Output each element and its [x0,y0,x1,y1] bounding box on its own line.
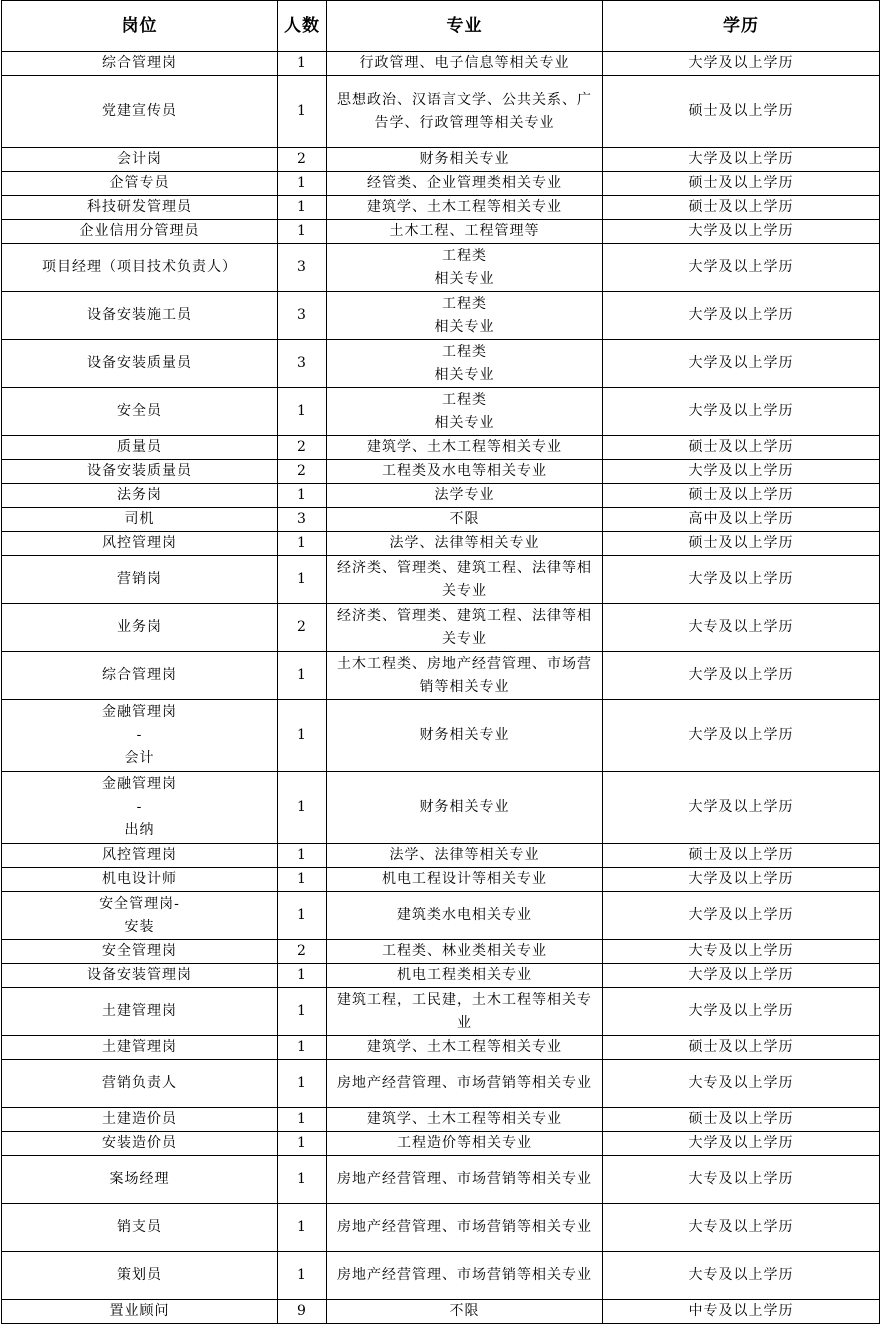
cell-major: 经济类、管理类、建筑工程、法律等相关专业 [327,556,603,604]
table-body [2,52,880,1324]
cell-count: 3 [278,508,327,532]
table-row [2,340,880,388]
table-row [2,844,880,868]
table-row [2,1108,880,1132]
cell-major: 建筑学、土木工程等相关专业 [327,1036,603,1060]
table-row [2,604,880,652]
cell-major: 工程类、林业类相关专业 [327,940,603,964]
cell-count: 1 [278,700,327,772]
cell-position: 安全管理岗- 安装 [2,892,278,940]
cell-position: 案场经理 [2,1156,278,1204]
cell-education: 大专及以上学历 [603,1204,880,1252]
cell-count: 2 [278,940,327,964]
cell-education: 大学及以上学历 [603,52,880,76]
cell-count: 1 [278,1156,327,1204]
table-row [2,772,880,844]
cell-count: 1 [278,556,327,604]
cell-position: 安全员 [2,388,278,436]
recruitment-table [1,0,880,1324]
cell-major: 财务相关专业 [327,700,603,772]
cell-count: 1 [278,1252,327,1300]
cell-count: 2 [278,436,327,460]
table-row [2,388,880,436]
cell-count: 1 [278,1204,327,1252]
cell-count: 2 [278,604,327,652]
cell-education: 大学及以上学历 [603,772,880,844]
cell-position: 党建宣传员 [2,76,278,148]
cell-position: 土建管理岗 [2,988,278,1036]
cell-major: 机电工程类相关专业 [327,964,603,988]
cell-major: 法学、法律等相关专业 [327,532,603,556]
cell-position: 质量员 [2,436,278,460]
cell-position: 土建造价员 [2,1108,278,1132]
table-row [2,1252,880,1300]
table-row [2,1156,880,1204]
cell-count: 1 [278,52,327,76]
cell-major: 工程类 相关专业 [327,340,603,388]
cell-position: 业务岗 [2,604,278,652]
cell-education: 硕士及以上学历 [603,76,880,148]
cell-major: 房地产经营管理、市场营销等相关专业 [327,1156,603,1204]
cell-education: 大学及以上学历 [603,868,880,892]
cell-position: 机电设计师 [2,868,278,892]
cell-count: 1 [278,1132,327,1156]
cell-major: 法学、法律等相关专业 [327,844,603,868]
cell-major: 财务相关专业 [327,148,603,172]
cell-education: 大学及以上学历 [603,700,880,772]
cell-position: 设备安装施工员 [2,292,278,340]
cell-count: 2 [278,460,327,484]
cell-education: 硕士及以上学历 [603,1036,880,1060]
cell-count: 1 [278,652,327,700]
cell-education: 大专及以上学历 [603,1156,880,1204]
cell-position: 设备安装质量员 [2,460,278,484]
cell-position: 安装造价员 [2,1132,278,1156]
cell-major: 法学专业 [327,484,603,508]
table-row [2,292,880,340]
table-row [2,988,880,1036]
table-row [2,196,880,220]
header-education: 学历 [603,1,880,52]
table-row [2,652,880,700]
cell-count: 1 [278,484,327,508]
cell-count: 1 [278,988,327,1036]
cell-count: 3 [278,292,327,340]
table-row [2,892,880,940]
table-row [2,172,880,196]
table-row [2,220,880,244]
cell-education: 大学及以上学历 [603,340,880,388]
cell-education: 大学及以上学历 [603,388,880,436]
table-row [2,148,880,172]
table-row [2,436,880,460]
cell-major: 行政管理、电子信息等相关专业 [327,52,603,76]
cell-count: 1 [278,76,327,148]
cell-position: 营销负责人 [2,1060,278,1108]
header-position: 岗位 [2,1,278,52]
cell-major: 财务相关专业 [327,772,603,844]
cell-education: 硕士及以上学历 [603,844,880,868]
cell-count: 3 [278,340,327,388]
cell-education: 大学及以上学历 [603,460,880,484]
cell-education: 大专及以上学历 [603,940,880,964]
cell-position: 营销岗 [2,556,278,604]
cell-count: 3 [278,244,327,292]
cell-major: 建筑学、土木工程等相关专业 [327,196,603,220]
cell-position: 风控管理岗 [2,532,278,556]
table-row [2,508,880,532]
table-row [2,964,880,988]
cell-count: 1 [278,172,327,196]
table-row [2,76,880,148]
cell-count: 1 [278,1060,327,1108]
cell-education: 硕士及以上学历 [603,196,880,220]
cell-major: 不限 [327,508,603,532]
cell-position: 销支员 [2,1204,278,1252]
cell-major: 工程类 相关专业 [327,388,603,436]
cell-major: 建筑类水电相关专业 [327,892,603,940]
cell-education: 大专及以上学历 [603,1252,880,1300]
table-header-row [2,1,880,52]
table-row [2,532,880,556]
cell-count: 1 [278,964,327,988]
cell-major: 不限 [327,1300,603,1324]
cell-position: 设备安装质量员 [2,340,278,388]
cell-education: 高中及以上学历 [603,508,880,532]
cell-education: 大学及以上学历 [603,1132,880,1156]
cell-position: 项目经理（项目技术负责人） [2,244,278,292]
cell-position: 综合管理岗 [2,652,278,700]
cell-count: 1 [278,532,327,556]
cell-education: 硕士及以上学历 [603,436,880,460]
header-count: 人数 [278,1,327,52]
cell-major: 工程类 相关专业 [327,292,603,340]
cell-position: 策划员 [2,1252,278,1300]
cell-education: 大学及以上学历 [603,292,880,340]
cell-position: 金融管理岗 - 会计 [2,700,278,772]
cell-count: 1 [278,868,327,892]
table-row [2,940,880,964]
table-row [2,244,880,292]
table-row [2,868,880,892]
cell-count: 1 [278,772,327,844]
cell-count: 1 [278,1036,327,1060]
cell-position: 风控管理岗 [2,844,278,868]
cell-major: 工程造价等相关专业 [327,1132,603,1156]
cell-education: 大学及以上学历 [603,244,880,292]
cell-position: 置业顾问 [2,1300,278,1324]
cell-position: 会计岗 [2,148,278,172]
cell-major: 土木工程类、房地产经营管理、市场营销等相关专业 [327,652,603,700]
cell-education: 中专及以上学历 [603,1300,880,1324]
cell-major: 工程类 相关专业 [327,244,603,292]
cell-major: 建筑工程，工民建，土木工程等相关专业 [327,988,603,1036]
cell-major: 经济类、管理类、建筑工程、法律等相关专业 [327,604,603,652]
cell-count: 1 [278,1108,327,1132]
cell-major: 建筑学、土木工程等相关专业 [327,1108,603,1132]
cell-position: 安全管理岗 [2,940,278,964]
cell-major: 房地产经营管理、市场营销等相关专业 [327,1060,603,1108]
cell-count: 1 [278,892,327,940]
cell-major: 房地产经营管理、市场营销等相关专业 [327,1252,603,1300]
cell-position: 金融管理岗 - 出纳 [2,772,278,844]
cell-position: 设备安装管理岗 [2,964,278,988]
header-major: 专业 [327,1,603,52]
cell-education: 大学及以上学历 [603,988,880,1036]
table-row [2,52,880,76]
cell-major: 工程类及水电等相关专业 [327,460,603,484]
cell-education: 大学及以上学历 [603,892,880,940]
cell-count: 1 [278,388,327,436]
cell-education: 大专及以上学历 [603,1060,880,1108]
cell-count: 2 [278,148,327,172]
cell-education: 硕士及以上学历 [603,532,880,556]
cell-education: 大专及以上学历 [603,604,880,652]
table-row [2,1132,880,1156]
table-row [2,1204,880,1252]
cell-education: 大学及以上学历 [603,148,880,172]
cell-count: 1 [278,196,327,220]
table-row [2,1300,880,1324]
cell-education: 大学及以上学历 [603,220,880,244]
cell-education: 大学及以上学历 [603,964,880,988]
cell-position: 法务岗 [2,484,278,508]
cell-education: 硕士及以上学历 [603,484,880,508]
cell-education: 大学及以上学历 [603,556,880,604]
cell-position: 土建管理岗 [2,1036,278,1060]
cell-count: 9 [278,1300,327,1324]
cell-position: 司机 [2,508,278,532]
table-row [2,1036,880,1060]
table-row [2,700,880,772]
table-row [2,460,880,484]
cell-position: 企管专员 [2,172,278,196]
cell-major: 经管类、企业管理类相关专业 [327,172,603,196]
cell-major: 机电工程设计等相关专业 [327,868,603,892]
cell-major: 房地产经营管理、市场营销等相关专业 [327,1204,603,1252]
cell-major: 土木工程、工程管理等 [327,220,603,244]
cell-education: 硕士及以上学历 [603,1108,880,1132]
cell-major: 建筑学、土木工程等相关专业 [327,436,603,460]
cell-count: 1 [278,220,327,244]
cell-position: 综合管理岗 [2,52,278,76]
cell-education: 硕士及以上学历 [603,172,880,196]
cell-major: 思想政治、汉语言文学、公共关系、广告学、行政管理等相关专业 [327,76,603,148]
table-row [2,556,880,604]
cell-position: 企业信用分管理员 [2,220,278,244]
table-row [2,484,880,508]
cell-education: 大学及以上学历 [603,652,880,700]
table-row [2,1060,880,1108]
cell-position: 科技研发管理员 [2,196,278,220]
cell-count: 1 [278,844,327,868]
